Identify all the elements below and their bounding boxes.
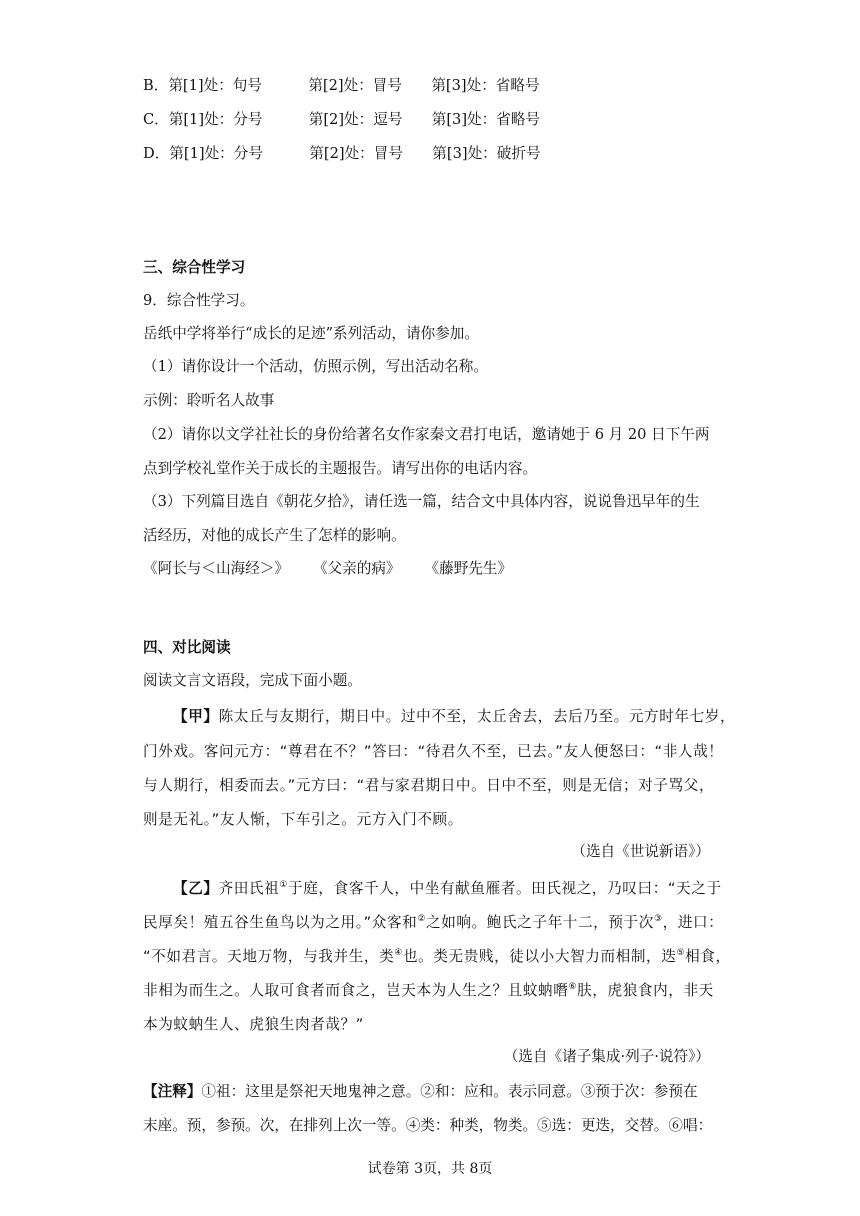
passage-yi-line-3 xyxy=(143,945,750,966)
passage-yi-line-1 xyxy=(173,877,750,898)
passage-text: 肤，虎狼食内，非天 xyxy=(577,982,714,999)
passage-label: 【乙】 xyxy=(173,880,219,897)
passage-text: 于庭，食客千人，中坐有献鱼雁者。田氏视之，乃叹曰：“天之于 xyxy=(288,880,722,897)
passage-text: 之如响。鲍氏之子年十二，预于次 xyxy=(426,914,654,931)
option-part: 第[2]处：冒号 xyxy=(308,77,402,94)
option-part: 第[3]处：破折号 xyxy=(432,145,541,162)
footnote-mark: ① xyxy=(279,880,289,891)
passage-jia-source: （选自《世说新语》） xyxy=(571,843,710,860)
passage-text: ，进口： xyxy=(662,914,724,931)
option-part: 第[2]处：逗号 xyxy=(308,111,403,128)
book-title: 《藤野先生》 xyxy=(424,560,513,577)
question-9-intro: 岳纸中学将举行“成长的足迹”系列活动，请你参加。 xyxy=(143,325,479,342)
footnote-mark: ④ xyxy=(394,948,403,959)
passage-jia-line-3: 与人期行，相委而去。”元方曰：“君与家君期日中。日中不至，则是无信；对子骂父， xyxy=(143,777,715,794)
option-d xyxy=(143,142,750,163)
option-letter: C． xyxy=(143,111,169,128)
option-part: 第[1]处：句号 xyxy=(168,77,262,94)
sub-question-2-line-1: （2）请你以文学社社长的身份给著名女作家秦文君打电话，邀请她于 6 月 20 日下午两 xyxy=(143,426,710,443)
sub-question-2-line-2: 点到学校礼堂作关于成长的主题报告。请写出你的电话内容。 xyxy=(143,460,538,477)
option-part: 第[2]处：冒号 xyxy=(309,145,403,162)
passage-text: 齐田氏祖 xyxy=(218,880,280,897)
option-part: 第[1]处：分号 xyxy=(169,145,263,162)
page-footer: 试卷第 3页，共 8页 xyxy=(367,1161,493,1177)
book-title: 《父亲的病》 xyxy=(312,560,401,577)
notes-text: ①祖：这里是祭祀天地鬼神之意。②和：应和。表示同意。③预于次：参预在 xyxy=(201,1083,698,1100)
notes-line-2: 末座。预，参预。次，在排列上次一等。④类：种类，物类。⑤选：更迭，交替。⑥唱： xyxy=(143,1117,713,1134)
option-letter: D． xyxy=(143,145,170,162)
reading-instruction: 阅读文言文语段，完成下面小题。 xyxy=(143,672,362,689)
option-b xyxy=(143,74,750,95)
notes-label: 【注释】 xyxy=(143,1083,202,1100)
passage-jia-line-1 xyxy=(173,705,750,726)
book-titles xyxy=(143,557,750,578)
passage-yi-line-2 xyxy=(143,911,750,932)
option-letter: B． xyxy=(143,77,169,94)
passage-yi-source: （选自《诸子集成·列子·说符》） xyxy=(503,1048,710,1065)
passage-jia-line-4: 则是无礼。”友人惭，下车引之。元方入门不顾。 xyxy=(143,811,463,828)
option-c xyxy=(143,108,750,129)
passage-text: 也。类无贵贱，徒以小大智力而相制，迭 xyxy=(402,948,677,965)
option-part: 第[3]处：省略号 xyxy=(431,111,541,128)
passage-jia-line-2: 门外戏。客问元方：“尊君在不？”答曰：“待君久不至，已去。”友人便怒曰：“非人哉！ xyxy=(143,743,724,760)
passage-yi-line-4 xyxy=(143,979,750,1000)
passage-text: 非相为而生之。人取可食者而食之，岂天本为人生之？且蚊蚋噆 xyxy=(143,982,569,999)
section-3-heading: 三、综合性学习 xyxy=(143,259,246,276)
passage-text: “不如君言。天地万物，与我并生，类 xyxy=(143,948,395,965)
option-part: 第[1]处：分号 xyxy=(168,111,263,128)
passage-text: 相食， xyxy=(685,948,731,965)
passage-text: 民厚矣！殖五谷生鱼鸟以为之用。”众客和 xyxy=(143,914,418,931)
passage-label: 【甲】 xyxy=(173,708,219,725)
section-4-heading: 四、对比阅读 xyxy=(143,639,231,656)
book-title: 《阿长与＜山海经＞》 xyxy=(143,560,289,577)
sub-question-3-line-2: 活经历，对他的成长产生了怎样的影响。 xyxy=(143,527,406,544)
footnote-mark: ② xyxy=(417,914,427,925)
footnote-mark: ③ xyxy=(653,914,663,925)
footnote-mark: ⑤ xyxy=(676,948,686,959)
sub-question-3-line-1: （3）下列篇目选自《朝花夕拾》，请任选一篇，结合文中具体内容，说说鲁迅早年的生 xyxy=(143,493,700,510)
sub-question-1: （1）请你设计一个活动，仿照示例，写出活动名称。 xyxy=(143,358,488,375)
footnote-mark: ⑥ xyxy=(568,982,578,993)
example-line: 示例：聆听名人故事 xyxy=(143,392,275,409)
notes-line-1 xyxy=(143,1080,750,1101)
passage-yi-line-5: 本为蚊蚋生人、虎狼生肉者哉？” xyxy=(143,1016,364,1033)
passage-text: 陈太丘与友期行，期日中。过中不至，太丘舍去，去后乃至。元方时年七岁， xyxy=(218,708,736,725)
option-part: 第[3]处：省略号 xyxy=(431,77,540,94)
question-9-title: 9．综合性学习。 xyxy=(143,292,255,309)
